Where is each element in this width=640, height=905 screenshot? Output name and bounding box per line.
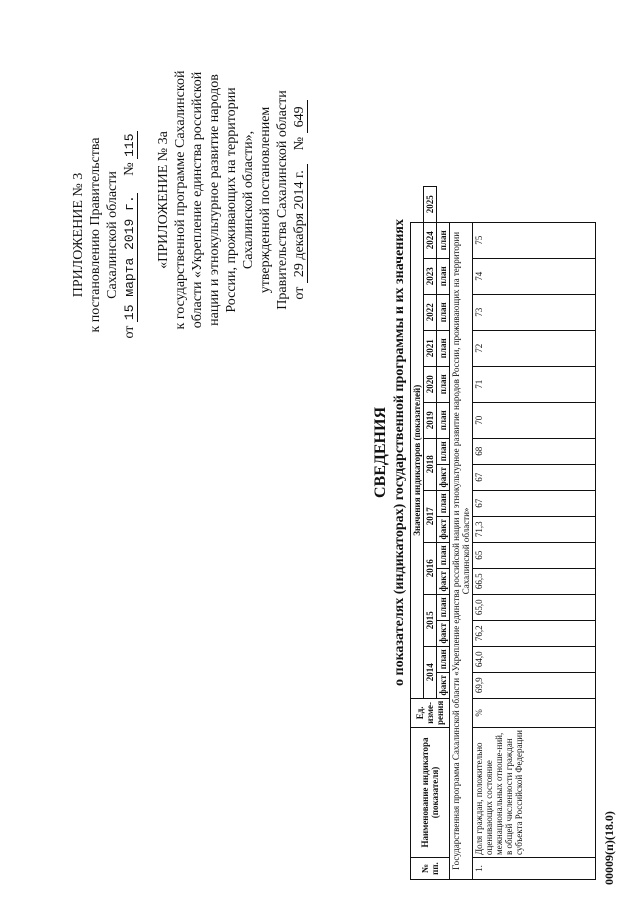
value-cell: 65,0 bbox=[473, 594, 596, 620]
row-number: 1. bbox=[473, 858, 596, 880]
header-unit: Ед. изме-рения bbox=[411, 698, 450, 727]
header-values: Значения индикаторов (показателей) bbox=[411, 222, 424, 698]
sub-date-number-line bbox=[291, 50, 308, 350]
date-prefix: от bbox=[122, 325, 137, 339]
value-cell: 73 bbox=[473, 294, 596, 330]
program-appendix-header bbox=[155, 50, 308, 350]
sub-date-value: 29 декабря 2014 г. bbox=[292, 164, 308, 283]
year-header: 2022 bbox=[424, 294, 437, 330]
sub-date-prefix: от bbox=[292, 286, 307, 300]
value-cell: 76,2 bbox=[473, 620, 596, 646]
resolution-line: к постановлению Правительства bbox=[88, 137, 103, 333]
document-title: СВЕДЕНИЯ bbox=[372, 406, 389, 499]
sub-label: план bbox=[437, 222, 450, 258]
value-cell: 71,3 bbox=[473, 516, 596, 542]
date-value: 15 марта 2019 г. bbox=[122, 195, 137, 321]
sub-label: план bbox=[437, 438, 450, 464]
year-header: 2020 bbox=[424, 366, 437, 402]
sub-number-value: 649 bbox=[292, 100, 308, 133]
appendix-title: ПРИЛОЖЕНИЕ № 3 bbox=[71, 172, 86, 298]
sub-label: факт bbox=[437, 672, 450, 698]
unit-cell: % bbox=[473, 698, 596, 727]
year-header: 2023 bbox=[424, 258, 437, 294]
year-header: 2016 bbox=[424, 542, 437, 594]
indicators-table bbox=[410, 186, 596, 880]
sub-line-3: области «Укрепление единства российской bbox=[190, 71, 205, 329]
value-cell: 72 bbox=[473, 330, 596, 366]
sub-label: план bbox=[437, 646, 450, 672]
year-header: 2021 bbox=[424, 330, 437, 366]
sub-number-prefix: № bbox=[292, 136, 307, 151]
sub-label: план bbox=[437, 402, 450, 438]
sub-label: план bbox=[437, 258, 450, 294]
value-cell: 66,5 bbox=[473, 568, 596, 594]
sub-label: факт bbox=[437, 568, 450, 594]
sub-line-8: Правительства Сахалинской области bbox=[275, 90, 290, 310]
table-row bbox=[473, 186, 596, 879]
sub-line-6: Сахалинской области», bbox=[241, 130, 256, 270]
year-header: 2014 bbox=[424, 646, 437, 698]
value-cell: 70 bbox=[473, 402, 596, 438]
year-header: 2017 bbox=[424, 490, 437, 542]
value-cell: 64,0 bbox=[473, 646, 596, 672]
year-header: 2018 bbox=[424, 438, 437, 490]
value-cell: 71 bbox=[473, 366, 596, 402]
year-header: 2025 bbox=[424, 186, 437, 222]
value-cell: 67 bbox=[473, 464, 596, 490]
value-cell: 74 bbox=[473, 258, 596, 294]
sub-line-7: утвержденной постановлением bbox=[258, 106, 273, 294]
sub-label: план bbox=[437, 490, 450, 516]
sub-label: факт bbox=[437, 620, 450, 646]
region-line: Сахалинской области bbox=[105, 171, 120, 299]
sub-line-2: к государственной программе Сахалинской bbox=[173, 70, 188, 330]
sub-line-5: России, проживающих на территории bbox=[224, 87, 239, 313]
year-header: 2024 bbox=[424, 222, 437, 258]
sub-label: план bbox=[437, 594, 450, 620]
sub-line-4: нации и этнокультурное развитие народов bbox=[207, 74, 222, 326]
sub-label: план bbox=[437, 294, 450, 330]
header-no: № пп. bbox=[411, 858, 450, 880]
header-name: Наименование индикатора (показателя) bbox=[411, 728, 450, 858]
sub-label: факт bbox=[437, 516, 450, 542]
number-value: 115 bbox=[122, 133, 137, 157]
value-cell: 67 bbox=[473, 490, 596, 516]
value-cell: 69,9 bbox=[473, 672, 596, 698]
value-cell: 75 bbox=[473, 222, 596, 258]
program-row: Государственная программа Сахалинской области «Укрепление единства российской нации и этнокультурное развитие народов России, проживающих на территории Сахалинской области» bbox=[450, 222, 473, 879]
sub-label: план bbox=[437, 542, 450, 568]
sub-label: факт bbox=[437, 464, 450, 490]
number-prefix: № bbox=[122, 162, 137, 176]
value-cell: 65 bbox=[473, 542, 596, 568]
sub-line-1: «ПРИЛОЖЕНИЕ № 3а bbox=[156, 131, 171, 269]
year-header: 2019 bbox=[424, 402, 437, 438]
year-header: 2015 bbox=[424, 594, 437, 646]
document-subtitle: о показателях (индикаторах) государственной программы и их значениях bbox=[392, 219, 407, 686]
sub-label: план bbox=[437, 366, 450, 402]
value-cell: 68 bbox=[473, 438, 596, 464]
date-number-line bbox=[121, 85, 138, 385]
sub-label: план bbox=[437, 330, 450, 366]
document-code: 00009(п)(18.0) bbox=[602, 811, 616, 885]
appendix-header bbox=[70, 85, 138, 385]
indicator-name: Доля граждан, положительно оценивающих состояние межнациональных отноше-ний, в общей численности граждан субъекта Российской Федерации bbox=[473, 728, 596, 858]
